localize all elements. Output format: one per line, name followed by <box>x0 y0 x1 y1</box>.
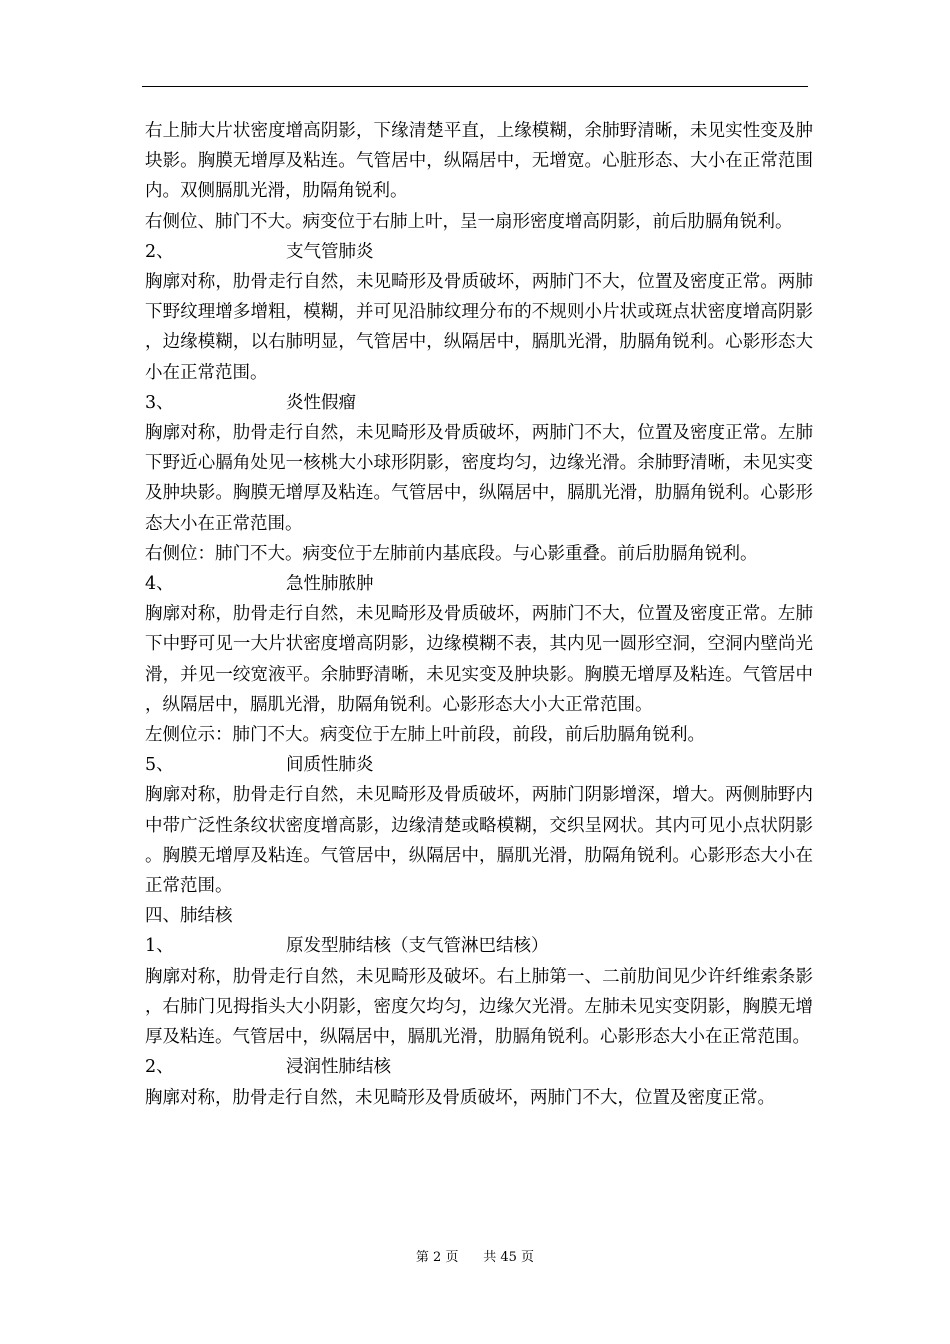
section-title: 炎性假瘤 <box>286 392 356 413</box>
section-number: 1、 <box>145 936 174 957</box>
section-heading <box>145 931 813 961</box>
section-title: 支气管肺炎 <box>286 241 374 262</box>
section-number: 2、 <box>145 1057 174 1078</box>
paragraph: 胸廓对称，肋骨走行自然，未见畸形及骨质破坏，两肺门不大，位置及密度正常。左肺下野近心膈角处见一核桃大小球形阴影，密度均匀，边缘光滑。余肺野清晰，未见实变及肿块影。胸膜无增厚及粘连。气管居中，纵隔居中，膈肌光滑，肋膈角锐利。心影形态大小在正常范围。 <box>145 423 813 534</box>
paragraph: 胸廓对称，肋骨走行自然，未见畸形及骨质破坏，两肺门不大，位置及密度正常。 <box>145 1087 775 1108</box>
section-number: 5、 <box>145 755 174 776</box>
section-title: 原发型肺结核（支气管淋巴结核） <box>286 936 549 957</box>
section-title: 浸润性肺结核 <box>286 1057 391 1078</box>
section-title: 间质性肺炎 <box>286 755 374 776</box>
section-heading <box>145 750 813 780</box>
paragraph: 胸廓对称，肋骨走行自然，未见畸形及破坏。右上肺第一、二前肋间见少许纤维索条影，右肺门见拇指头大小阴影，密度欠均匀，边缘欠光滑。左肺未见实变阴影，胸膜无增厚及粘连。气管居中，纵隔居中，膈肌光滑，肋膈角锐利。心影形态大小在正常范围。 <box>145 966 813 1048</box>
document-body <box>145 116 813 1113</box>
section-heading <box>145 1052 813 1082</box>
paragraph: 胸廓对称，肋骨走行自然，未见畸形及骨质破坏，两肺门阴影增深，增大。两侧肺野内中带广泛性条纹状密度增高影，边缘清楚或略模糊，交织呈网状。其内可见小点状阴影。胸膜无增厚及粘连。气管居中，纵隔居中，膈肌光滑，肋隔角锐利。心影形态大小在正常范围。 <box>145 785 813 897</box>
section-number: 2、 <box>145 241 174 262</box>
section-number: 3、 <box>145 392 174 413</box>
section-heading <box>145 237 813 267</box>
paragraph: 左侧位示：肺门不大。病变位于左肺上叶前段，前段，前后肋膈角锐利。 <box>145 725 705 746</box>
paragraph: 四、肺结核 <box>145 906 233 927</box>
page-footer: 第 2 页 共 45 页 <box>415 1250 535 1265</box>
paragraph: 右上肺大片状密度增高阴影，下缘清楚平直，上缘模糊，余肺野清晰，未见实性变及肿块影。胸膜无增厚及粘连。气管居中，纵隔居中，无增宽。心脏形态、大小在正常范围内。双侧膈肌光滑，肋隔角锐利。 <box>145 121 813 202</box>
section-heading <box>145 388 813 418</box>
section-title: 急性肺脓肿 <box>286 574 374 595</box>
header-rule <box>142 86 808 87</box>
section-heading <box>145 569 813 599</box>
paragraph: 右侧位：肺门不大。病变位于左肺前内基底段。与心影重叠。前后肋膈角锐利。 <box>145 543 758 564</box>
paragraph: 右侧位、肺门不大。病变位于右肺上叶，呈一扇形密度增高阴影，前后肋膈角锐利。 <box>145 211 793 232</box>
paragraph: 胸廓对称，肋骨走行自然，未见畸形及骨质破坏，两肺门不大，位置及密度正常。左肺下中野可见一大片状密度增高阴影，边缘模糊不表，其内见一圆形空洞，空洞内壁尚光滑，并见一绞宽液平。余肺野清晰，未见实变及肿块影。胸膜无增厚及粘连。气管居中，纵隔居中，膈肌光滑，肋隔角锐利。心影形态大小大正常范围。 <box>145 604 813 715</box>
section-number: 4、 <box>145 574 174 595</box>
paragraph: 胸廓对称，肋骨走行自然，未见畸形及骨质破坏，两肺门不大，位置及密度正常。两肺下野纹理增多增粗，模糊，并可见沿肺纹理分布的不规则小片状或斑点状密度增高阴影，边缘模糊，以右肺明显，气管居中，纵隔居中，膈肌光滑，肋膈角锐利。心影形态大小在正常范围。 <box>145 272 813 383</box>
